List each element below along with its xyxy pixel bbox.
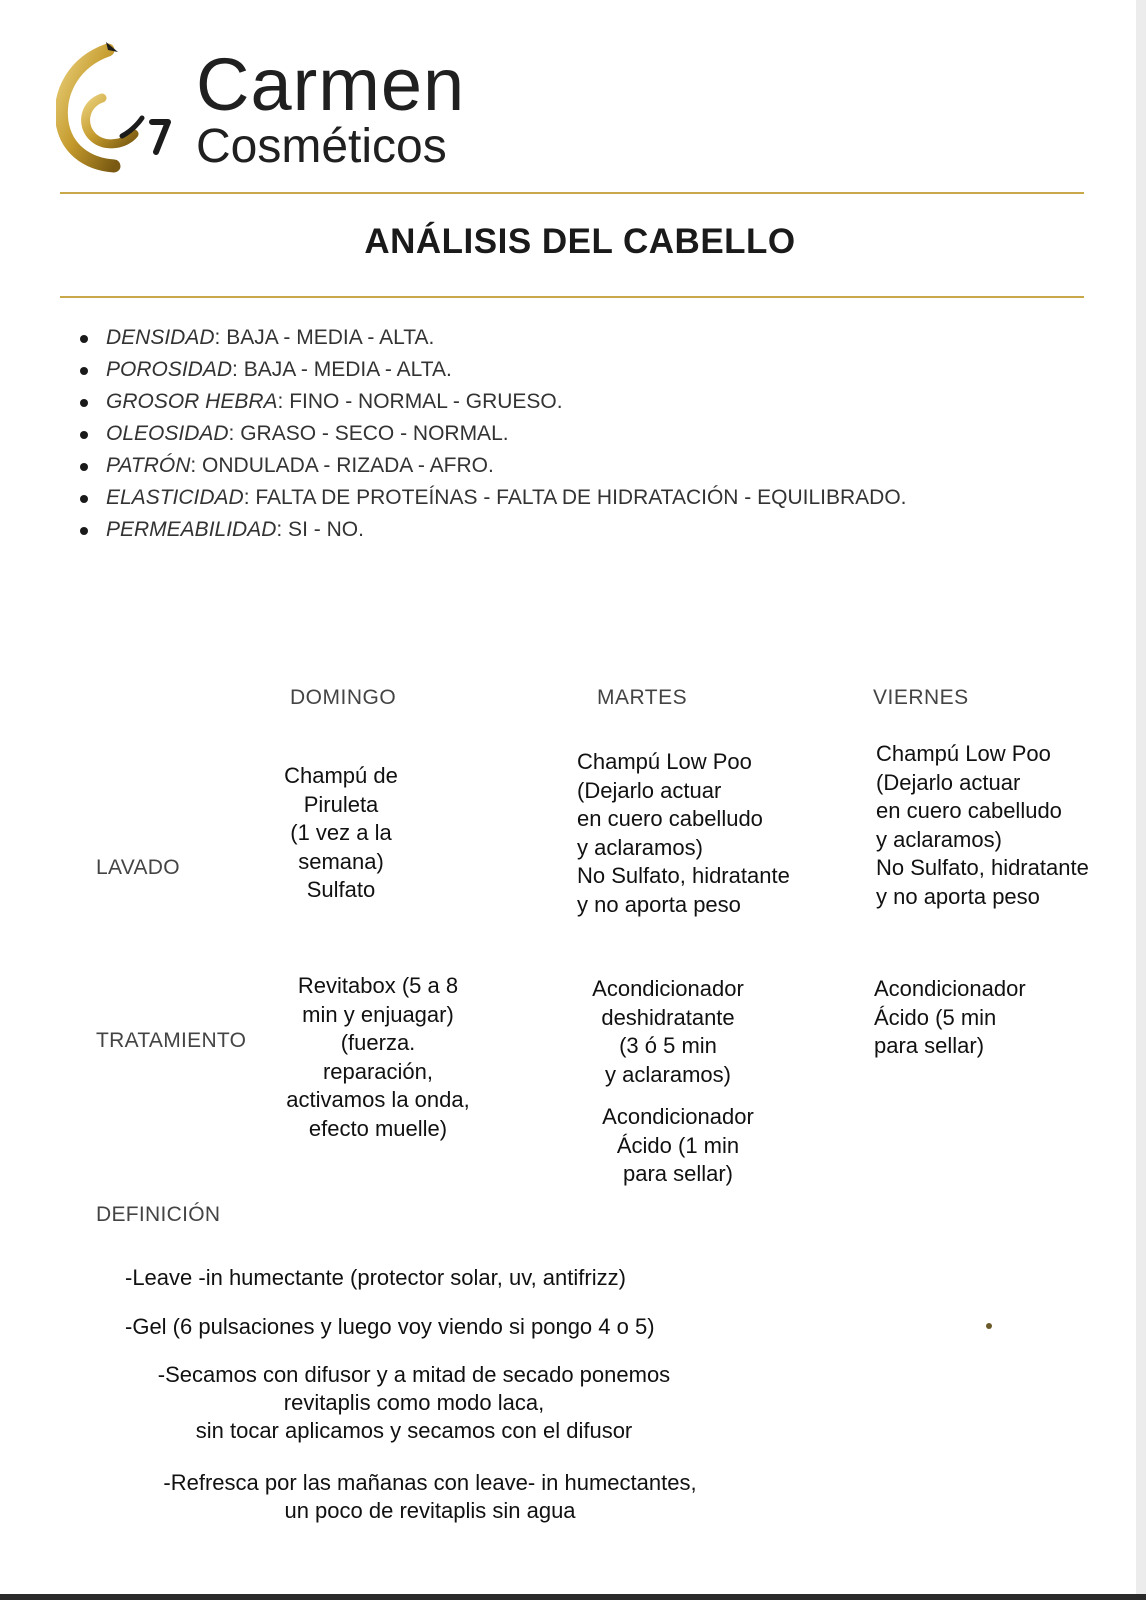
list-item [76,482,907,514]
brand-logo [56,40,496,175]
property-value: : SI - NO. [276,518,364,541]
property-key: ELASTICIDAD [106,486,244,509]
list-item [76,354,907,386]
gold-divider-bottom [60,296,1084,298]
bullet-icon [80,463,88,471]
page-title: ANÁLISIS DEL CABELLO [364,222,796,261]
tratamiento-viernes-cell: Acondicionador Ácido (5 min para sellar) [874,976,1026,1059]
row-label-definicion: DEFINICIÓN [96,1203,221,1226]
lavado-domingo-cell: Champú de Piruleta (1 vez a la semana) Sulfato [284,763,398,903]
day-header-martes: MARTES [597,686,688,709]
list-item [76,386,907,418]
bullet-icon [80,527,88,535]
property-key: POROSIDAD [106,358,233,381]
tratamiento-martes-cell-1: Acondicionador deshidratante (3 ó 5 min y aclaramos) [592,976,744,1087]
lavado-viernes-cell: Champú Low Poo (Dejarlo actuar en cuero cabelludo y aclaramos) No Sulfato, hidratante y no aporta peso [876,741,1089,909]
bullet-icon [80,367,88,375]
bottom-bar [0,1594,1146,1600]
property-value: : ONDULADA - RIZADA - AFRO. [190,454,494,477]
property-value: : FINO - NORMAL - GRUESO. [277,390,563,413]
day-header-viernes: VIERNES [873,686,969,709]
stray-dot [986,1323,992,1329]
hair-properties-list [76,322,907,546]
row-label-lavado: LAVADO [96,856,180,879]
property-value: : FALTA DE PROTEÍNAS - FALTA DE HIDRATACIÓN - EQUILIBRADO. [243,486,907,509]
brand-name-line2: Cosméticos [196,120,447,173]
bullet-icon [80,495,88,503]
swirl-c-logo-icon [56,40,196,175]
bullet-icon [80,335,88,343]
property-key: OLEOSIDAD [106,422,229,445]
property-key: DENSIDAD [106,326,215,349]
property-value: : GRASO - SECO - NORMAL. [228,422,509,445]
day-header-domingo: DOMINGO [290,686,397,709]
property-key: PERMEABILIDAD [106,518,277,541]
row-label-tratamiento: TRATAMIENTO [96,1029,247,1052]
definition-step: -Gel (6 pulsaciones y luego voy viendo si pongo 4 o 5) [125,1314,655,1339]
tratamiento-domingo-cell: Revitabox (5 a 8 min y enjuagar) (fuerza. reparación, activamos la onda, efecto muelle) [286,973,470,1141]
property-value: : BAJA - MEDIA - ALTA. [214,326,435,349]
property-key: GROSOR HEBRA [106,390,278,413]
brand-name-line1: Carmen [196,43,466,126]
bullet-icon [80,399,88,407]
definition-step: -Leave -in humectante (protector solar, uv, antifrizz) [125,1265,626,1290]
definition-step: -Secamos con difusor y a mitad de secado ponemos revitaplis como modo laca, sin tocar aplicamos y secamos con el difusor [157,1362,671,1443]
property-value: : BAJA - MEDIA - ALTA. [232,358,452,381]
gold-divider-top [60,192,1084,194]
list-item [76,514,907,546]
bullet-icon [80,431,88,439]
list-item [76,322,907,354]
list-item [76,450,907,482]
definition-step: -Refresca por las mañanas con leave- in humectantes, un poco de revitaplis sin agua [163,1470,697,1523]
lavado-martes-cell: Champú Low Poo (Dejarlo actuar en cuero cabelludo y aclaramos) No Sulfato, hidratante y no aporta peso [577,749,790,917]
property-key: PATRÓN [106,454,191,477]
tratamiento-martes-cell-2: Acondicionador Ácido (1 min para sellar) [602,1104,754,1187]
list-item [76,418,907,450]
